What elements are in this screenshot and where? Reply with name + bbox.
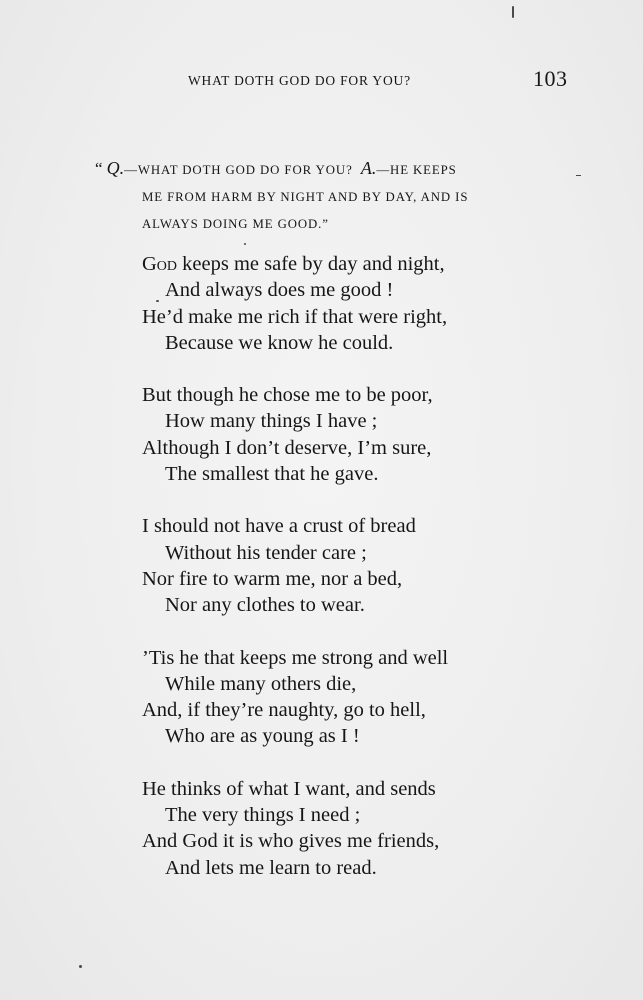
- drop-word: God: [142, 253, 178, 275]
- verse-line: He thinks of what I want, and sends: [142, 777, 436, 800]
- page-number: 103: [533, 66, 568, 91]
- stanza-3: [142, 513, 582, 618]
- catechism-line: [95, 155, 580, 184]
- verse-line: I should not have a crust of bread: [142, 515, 416, 538]
- open-quote: “: [95, 159, 103, 178]
- verse-line: Because we know he could.: [165, 331, 394, 354]
- question-text: —WHAT DOTH GOD DO FOR YOU?: [124, 163, 353, 177]
- stanza-2: [142, 382, 582, 487]
- verse-line: And God it is who gives me friends,: [142, 830, 440, 853]
- running-head: WHAT DOTH GOD DO FOR YOU?: [188, 73, 411, 88]
- stanza-1: [142, 251, 582, 356]
- verse-line: But though he chose me to be poor,: [142, 384, 433, 407]
- answer-label: A.: [360, 158, 377, 178]
- verse-line: [142, 251, 582, 277]
- answer-text-1: —HE KEEPS: [376, 163, 457, 177]
- verse-line: Who are as young as I !: [165, 725, 360, 748]
- verse-line: He’d make me rich if that were right,: [142, 305, 448, 328]
- stanza-5: [142, 776, 582, 881]
- ink-speck: [244, 243, 246, 245]
- verse-line: Nor any clothes to wear.: [165, 594, 365, 617]
- verse-line: While many others die,: [165, 672, 357, 695]
- catechism-line: ALWAYS DOING ME GOOD.”: [142, 217, 329, 231]
- verse-line: Although I don’t deserve, I’m sure,: [142, 436, 432, 459]
- verse-line: ’Tis he that keeps me strong and well: [142, 646, 449, 669]
- verse-line: The smallest that he gave.: [165, 463, 379, 486]
- verse-text: keeps me safe by day and night,: [177, 253, 445, 275]
- question-label: Q.: [106, 158, 125, 178]
- verse-line: And always does me good !: [165, 279, 394, 302]
- stanza-4: [142, 645, 582, 750]
- ink-speck: [79, 965, 82, 968]
- verse-line: The very things I need ;: [165, 804, 361, 827]
- verse-line: And lets me learn to read.: [165, 856, 377, 879]
- verse-line: How many things I have ;: [165, 410, 378, 433]
- catechism-line: ME FROM HARM BY NIGHT AND BY DAY, AND IS: [142, 190, 469, 204]
- catechism-epigraph: [95, 155, 580, 238]
- verse-line: Nor fire to warm me, nor a bed,: [142, 567, 403, 590]
- ink-speck: [512, 6, 514, 18]
- verse-line: Without his tender care ;: [165, 541, 367, 564]
- verse-line: And, if they’re naughty, go to hell,: [142, 699, 426, 722]
- poem: [142, 251, 582, 907]
